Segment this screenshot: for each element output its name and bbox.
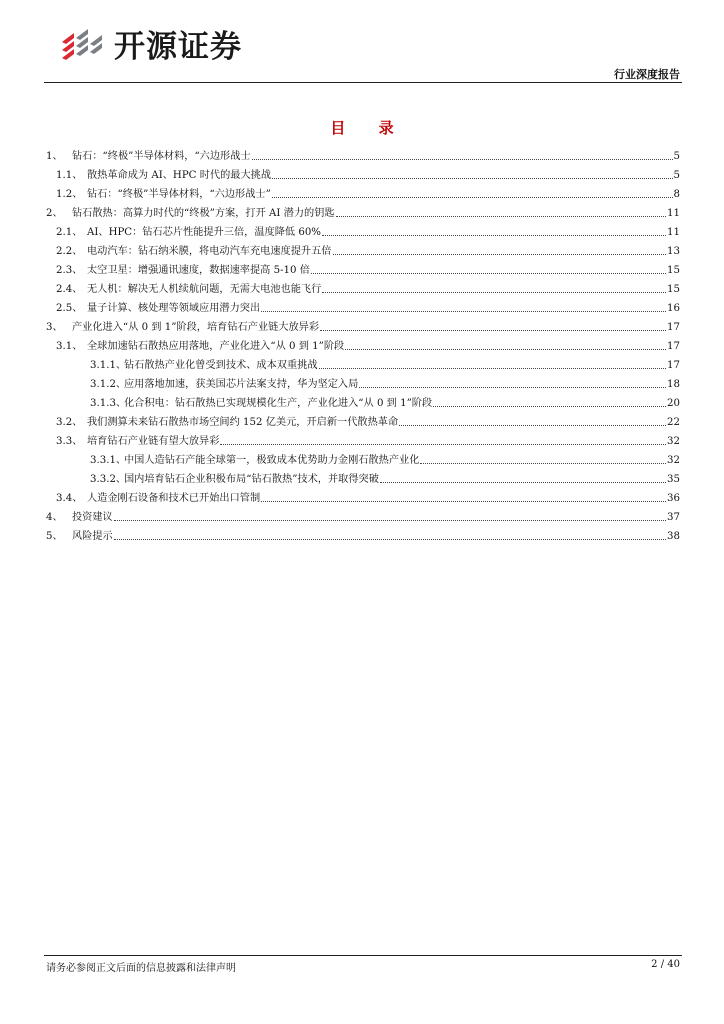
report-type-label: 行业深度报告 — [614, 68, 680, 81]
toc-entry-page: 17 — [667, 360, 680, 371]
kysec-logo-icon — [58, 22, 108, 64]
toc-leader-dots — [333, 254, 667, 255]
toc-entry-title: 我们测算未来钻石散热市场空间约 152 亿美元，开启新一代散热革命 — [87, 417, 399, 428]
toc-title: 目 录 — [330, 119, 408, 137]
toc-leader-dots — [220, 444, 666, 445]
toc-entry-page: 11 — [667, 208, 680, 219]
toc-entry-number: 3.1.2、 — [90, 379, 127, 390]
toc-entry[interactable] — [90, 471, 680, 486]
toc-entry-page: 15 — [667, 284, 680, 295]
toc-entry-number: 2.2、 — [56, 246, 83, 257]
toc-entry-title: 中国人造钻石产能全球第一，极致成本优势助力金刚石散热产业化 — [124, 455, 420, 466]
toc-entry[interactable] — [56, 433, 680, 448]
toc-entry[interactable] — [56, 167, 680, 182]
toc-entry-title: 培育钻石产业链有望大放异彩 — [87, 436, 220, 447]
toc-leader-dots — [322, 292, 666, 293]
toc-entry[interactable] — [90, 376, 680, 391]
toc-entry-page: 17 — [667, 341, 680, 352]
toc-entry[interactable] — [56, 414, 680, 429]
header-divider — [44, 82, 682, 83]
toc-entry-number: 2、 — [46, 208, 63, 219]
toc-entry-page: 15 — [667, 265, 680, 276]
toc-entry-title: 应用落地加速，获美国芯片法案支持，华为坚定入局 — [124, 379, 359, 390]
toc-entry-title: 产业化进入“从 0 到 1”阶段，培育钻石产业链大放异彩 — [72, 322, 320, 333]
toc-entry-number: 3.2、 — [56, 417, 83, 428]
toc-entry[interactable] — [46, 319, 680, 334]
toc-leader-dots — [433, 406, 666, 407]
toc-entry[interactable] — [90, 452, 680, 467]
footer-disclaimer: 请务必参阅正文后面的信息披露和法律声明 — [46, 963, 236, 974]
toc-entry-number: 4、 — [46, 512, 63, 523]
toc-leader-dots — [420, 463, 666, 464]
toc-entry-page: 22 — [667, 417, 680, 428]
toc-entry-page: 32 — [667, 455, 680, 466]
toc-entry-page: 8 — [673, 189, 680, 200]
toc-entry-number: 3.3、 — [56, 436, 83, 447]
toc-leader-dots — [114, 520, 666, 521]
toc-entry-page: 5 — [673, 170, 680, 181]
toc-leader-dots — [380, 482, 666, 483]
toc-entry-number: 3、 — [46, 322, 63, 333]
toc-entry-title: 钻石散热：高算力时代的“终极”方案，打开 AI 潜力的钥匙 — [72, 208, 335, 219]
toc-leader-dots — [345, 349, 666, 350]
toc-entry-number: 2.3、 — [56, 265, 83, 276]
toc-entry[interactable] — [56, 262, 680, 277]
toc-entry-number: 2.4、 — [56, 284, 83, 295]
toc-entry-page: 37 — [667, 512, 680, 523]
page-indicator: 2 / 40 — [651, 959, 680, 970]
toc-leader-dots — [359, 387, 666, 388]
toc-entry[interactable] — [56, 490, 680, 505]
toc-entry[interactable] — [46, 509, 680, 524]
toc-leader-dots — [261, 311, 666, 312]
toc-leader-dots — [272, 197, 673, 198]
toc-entry-page: 13 — [667, 246, 680, 257]
company-name: 开源证券 — [114, 28, 242, 65]
toc-entry[interactable] — [46, 205, 680, 220]
toc-entry[interactable] — [56, 281, 680, 296]
toc-entry-page: 5 — [673, 151, 680, 162]
toc-leader-dots — [336, 216, 666, 217]
toc-entry-title: 风险提示 — [72, 531, 113, 542]
toc-entry-page: 32 — [667, 436, 680, 447]
toc-entry[interactable] — [56, 300, 680, 315]
toc-entry-title: 电动汽车：钻石纳米膜，将电动汽车充电速度提升五倍 — [87, 246, 332, 257]
toc-leader-dots — [311, 273, 666, 274]
toc-entry-number: 3.1.3、 — [90, 398, 127, 409]
toc-entry-title: 太空卫星：增强通讯速度，数据速率提高 5-10 倍 — [87, 265, 310, 276]
toc-leader-dots — [320, 330, 666, 331]
toc-leader-dots — [252, 159, 673, 160]
toc-entry-title: 人造金刚石设备和技术已开始出口管制 — [87, 493, 261, 504]
toc-leader-dots — [399, 425, 666, 426]
toc-leader-dots — [261, 501, 666, 502]
toc-entry[interactable] — [56, 224, 680, 239]
toc-entry-title: 全球加速钻石散热应用落地，产业化进入“从 0 到 1”阶段 — [87, 341, 345, 352]
toc-entry-page: 11 — [667, 227, 680, 238]
toc-entry[interactable] — [90, 395, 680, 410]
toc-entry-number: 3.1、 — [56, 341, 83, 352]
toc-entry-title: 钻石散热产业化曾受到技术、成本双重挑战 — [124, 360, 318, 371]
toc-entry-title: 钻石：“终极”半导体材料，“六边形战士” — [87, 189, 271, 200]
toc-entry-page: 38 — [667, 531, 680, 542]
toc-entry-number: 3.3.2、 — [90, 474, 127, 485]
toc-entry-number: 3.1.1、 — [90, 360, 127, 371]
toc-entry-page: 35 — [667, 474, 680, 485]
toc-entry-title: 国内培育钻石企业积极布局“钻石散热”技术，并取得突破 — [124, 474, 379, 485]
toc-entry-number: 2.5、 — [56, 303, 83, 314]
toc-entry-page: 16 — [667, 303, 680, 314]
toc-entry[interactable] — [56, 338, 680, 353]
toc-leader-dots — [319, 368, 666, 369]
toc-entry-title: AI、HPC：钻石芯片性能提升三倍，温度降低 60% — [87, 227, 321, 238]
toc-entry-page: 17 — [667, 322, 680, 333]
footer-divider — [44, 955, 682, 956]
toc-leader-dots — [114, 539, 666, 540]
toc-entry[interactable] — [56, 186, 680, 201]
toc-entry[interactable] — [90, 357, 680, 372]
toc-entry-title: 投资建议 — [72, 512, 113, 523]
toc-entry-page: 20 — [667, 398, 680, 409]
toc-entry-page: 18 — [667, 379, 680, 390]
toc-entry-number: 1.2、 — [56, 189, 83, 200]
toc-entry[interactable] — [46, 528, 680, 543]
toc-entry[interactable] — [46, 148, 680, 163]
toc-entry-number: 3.3.1、 — [90, 455, 127, 466]
toc-leader-dots — [322, 235, 666, 236]
toc-entry-number: 1.1、 — [56, 170, 83, 181]
toc-leader-dots — [272, 178, 673, 179]
toc-entry-number: 5、 — [46, 531, 63, 542]
toc-entry-title: 量子计算、核处理等领域应用潜力突出 — [87, 303, 261, 314]
toc-entry[interactable] — [56, 243, 680, 258]
toc-entry-number: 1、 — [46, 151, 63, 162]
toc-entry-title: 化合积电：钻石散热已实现规模化生产，产业化进入“从 0 到 1”阶段 — [124, 398, 433, 409]
toc-entry-title: 散热革命成为 AI、HPC 时代的最大挑战 — [87, 170, 272, 181]
toc-entry-page: 36 — [667, 493, 680, 504]
toc-entry-title: 无人机：解决无人机续航问题，无需大电池也能飞行 — [87, 284, 322, 295]
company-logo — [58, 22, 242, 64]
toc-entry-title: 钻石：“终极”半导体材料，“六边形战士 — [72, 151, 251, 162]
toc-entry-number: 3.4、 — [56, 493, 83, 504]
toc-entry-number: 2.1、 — [56, 227, 83, 238]
